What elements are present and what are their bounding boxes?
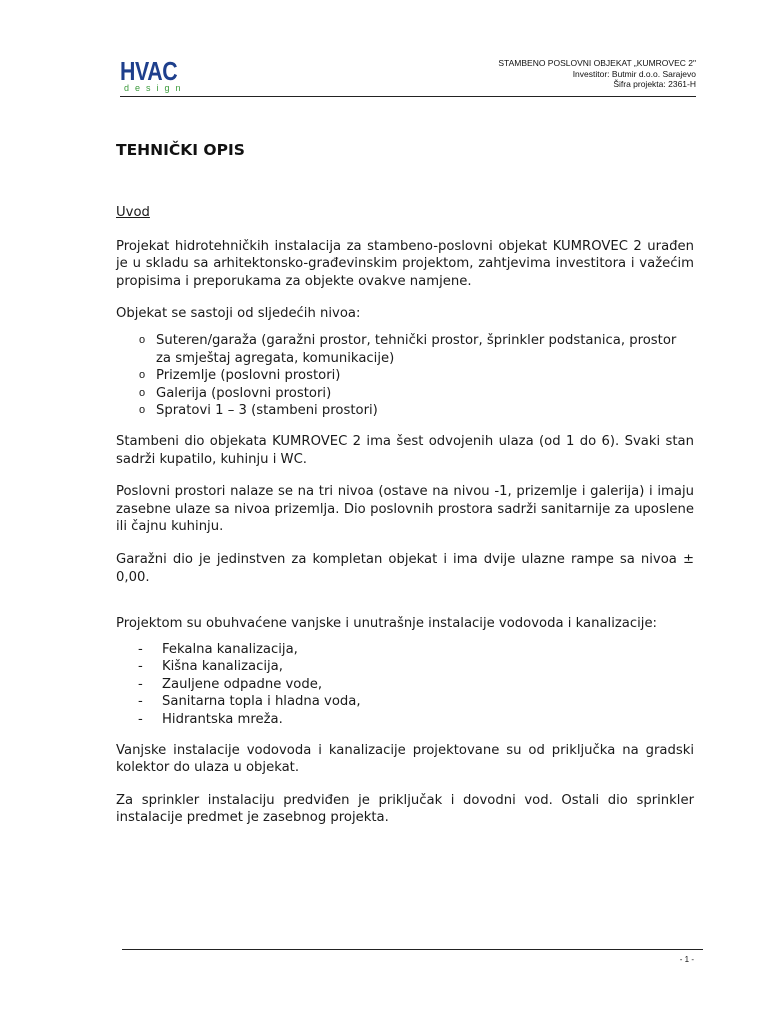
- header-investor: Investitor: Butmir d.o.o. Sarajevo: [572, 68, 696, 79]
- section-heading-uvod: Uvod: [116, 205, 150, 220]
- logo-wordmark: HVAC: [120, 56, 178, 86]
- bullet-dash: -: [138, 641, 143, 657]
- hvac-design-logo: [120, 58, 192, 98]
- list-item: o Prizemlje (poslovni prostori): [139, 368, 341, 384]
- levels-list: [116, 332, 694, 420]
- paragraph-residential: Stambeni dio objekata KUMROVEC 2 ima šest odvojenih ulaza (od 1 do 6). Svaki stan sadrži kupatilo, kuhinju i WC.: [116, 433, 694, 467]
- list-item: - Hidrantska mreža.: [138, 712, 283, 728]
- header-project-name: STAMBENO POSLOVNI OBJEKAT „KUMROVEC 2": [498, 58, 696, 68]
- bullet-dash: -: [138, 694, 143, 710]
- list-item: - Fekalna kanalizacija,: [138, 641, 298, 657]
- list-item: o Galerija (poslovni prostori): [139, 385, 332, 401]
- header-project-info: [498, 58, 696, 90]
- bullet-circle: o: [139, 386, 146, 399]
- paragraph-scope: Projektom su obuhvaćene vanjske i unutrašnje instalacije vodovoda i kanalizacije:: [116, 616, 658, 632]
- paragraph-intro: Projekat hidrotehničkih instalacija za stambeno-poslovni objekat KUMROVEC 2 urađen je u skladu sa arhitektonsko-građevinskim projektom, zahtjevima investitora i važećim propisima i preporukama za objekte ovakve namjene.: [116, 238, 694, 289]
- bullet-circle: o: [139, 404, 146, 417]
- document-title: TEHNIČKI OPIS: [116, 141, 245, 159]
- bullet-dash: -: [138, 676, 143, 692]
- logo-subtitle: design: [124, 83, 187, 93]
- paragraph-external: Vanjske instalacije vodovoda i kanalizacije projektovane su od priključka na gradski kolektor do ulaza u objekat.: [116, 742, 694, 776]
- page-number: - 1 -: [679, 955, 694, 964]
- list-item: o Suteren/garaža (garažni prostor, tehnički prostor, šprinkler podstanica, prostor za smještaj agregata, komunikacije): [139, 332, 677, 366]
- bullet-dash: -: [138, 712, 143, 728]
- header-divider: [120, 96, 696, 97]
- list-item: - Sanitarna topla i hladna voda,: [138, 694, 361, 710]
- footer-divider: [122, 949, 703, 950]
- bullet-circle: o: [139, 369, 146, 382]
- spacer: [116, 601, 694, 615]
- list-item: - Zauljene odpadne vode,: [138, 676, 323, 692]
- paragraph-commercial: Poslovni prostori nalaze se na tri nivoa (ostave na nivou -1, prizemlje i galerija) i imaju zasebne ulaze sa nivoa prizemlja. Dio poslovnih prostora sadrži sanitarnije za uposlene ili čajnu kuhinju.: [116, 484, 694, 535]
- bullet-dash: -: [138, 659, 143, 675]
- list-item: - Kišna kanalizacija,: [138, 659, 283, 675]
- header-project-code: Šifra projekta: 2361-H: [613, 79, 696, 89]
- list-item: o Spratovi 1 – 3 (stambeni prostori): [139, 403, 378, 419]
- document-body: [116, 204, 694, 842]
- systems-list: [116, 641, 694, 729]
- paragraph-levels-intro: Objekat se sastoji od sljedećih nivoa:: [116, 306, 361, 322]
- paragraph-garage: Garažni dio je jedinstven za kompletan objekat i ima dvije ulazne rampe sa nivoa ± 0,00.: [116, 551, 694, 585]
- bullet-circle: o: [139, 333, 146, 346]
- paragraph-sprinkler: Za sprinkler instalaciju predviđen je priključak i dovodni vod. Ostali dio sprinkler instalacije predmet je zasebnog projekta.: [116, 792, 694, 826]
